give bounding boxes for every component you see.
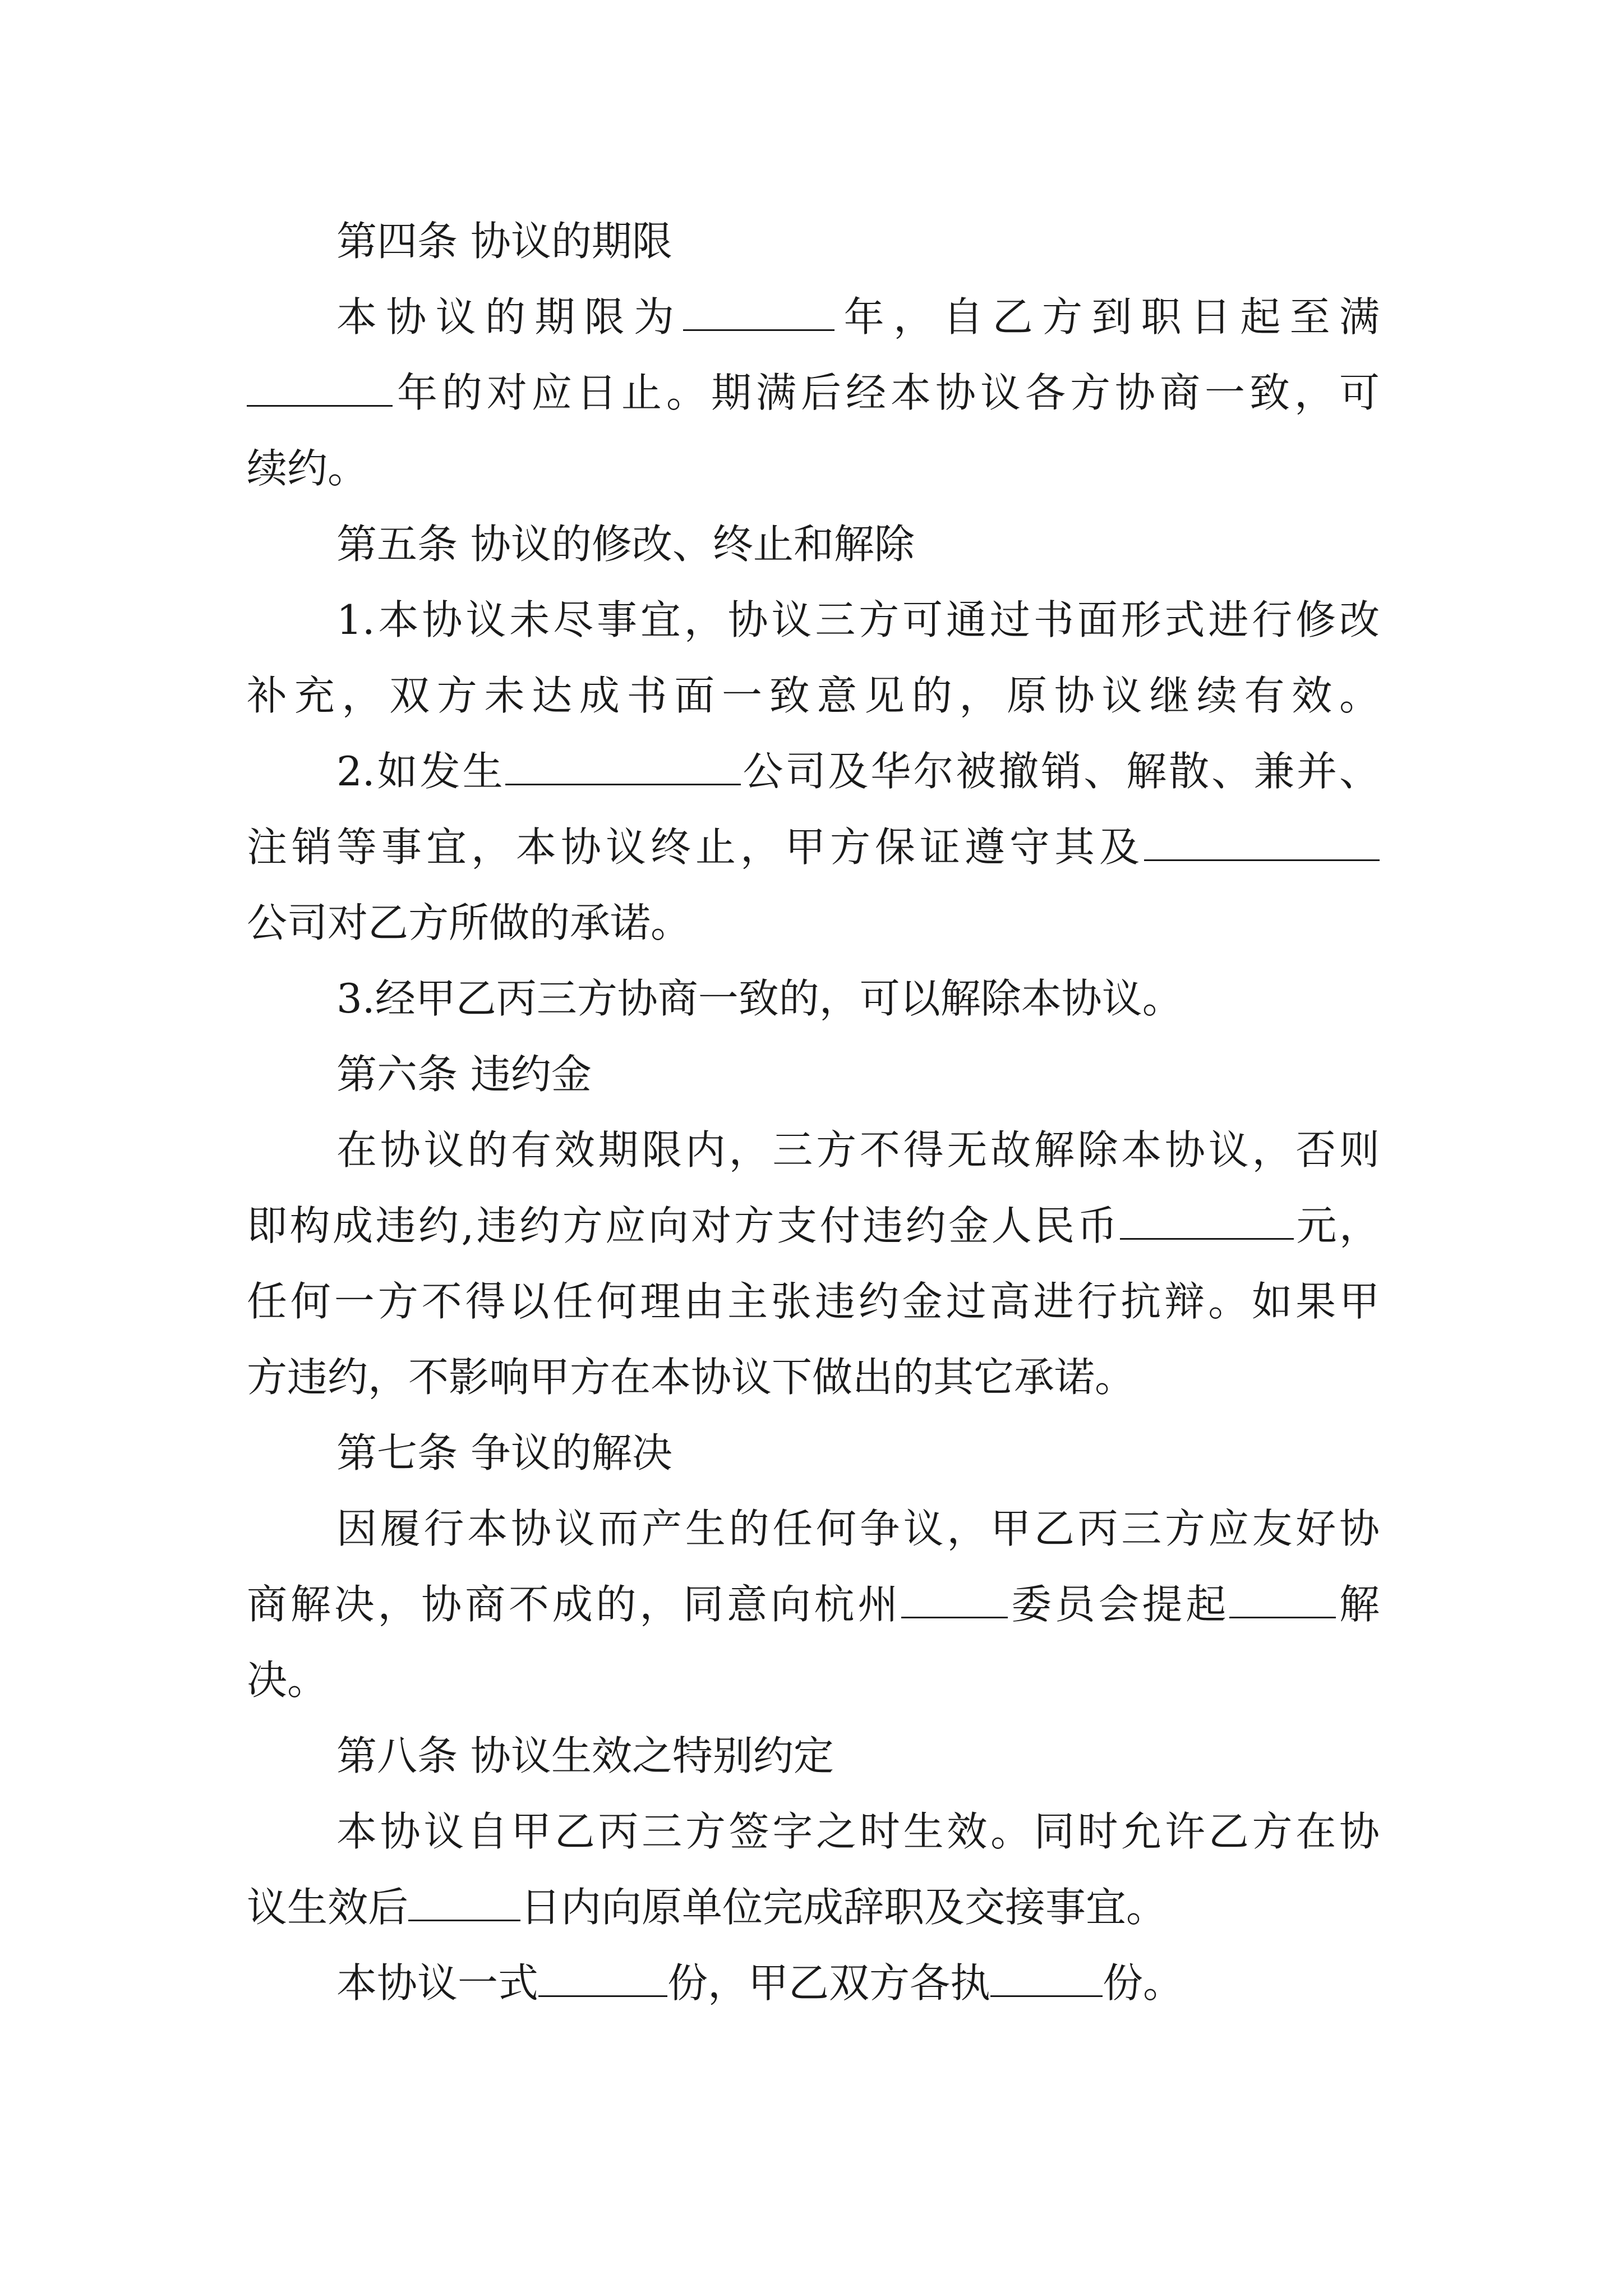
article-6-line-3: 任何一方不得以任何理由主张违约金过高进行抗辩。如果甲 [247, 1278, 1380, 1325]
article-7-line-3: 决。 [247, 1657, 328, 1704]
article-7-line-1: 因履行本协议而产生的任何争议，甲乙丙三方应友好协 [336, 1505, 1380, 1552]
article-5-para-2-line-1: 2.如发生 公司及华尔被撤销、解散、兼并、 [336, 748, 1380, 795]
article-4-line-3: 续约。 [247, 445, 368, 492]
article-6-heading: 第六条 违约金 [336, 1051, 592, 1098]
article-6-line-2: 即构成违约,违约方应向对方支付违约金人民币 元， [247, 1202, 1380, 1249]
article-5-para-1-line-2: 补充，双方未达成书面一致意见的，原协议继续有效。 [247, 672, 1380, 719]
resignation-days-blank [408, 1883, 520, 1921]
article-5-para-1-line-1: 1.本协议未尽事宜，协议三方可通过书面形式进行修改 [336, 596, 1380, 643]
penalty-amount-blank [1120, 1201, 1294, 1240]
term-end-blank [247, 368, 393, 407]
article-4-line-1: 本协议的期限为 年，自乙方到职日起至满 [336, 293, 1380, 341]
article-7-line-2: 商解决，协商不成的，同意向杭州 委员会提起 解 [247, 1581, 1380, 1628]
copies-total-blank [538, 1958, 667, 1997]
article-5-para-2-line-2: 注销等事宜，本协议终止，甲方保证遵守其及 [247, 822, 1380, 872]
article-4-line-2: 年的对应日止。期满后经本协议各方协商一致，可 [247, 367, 1380, 418]
company-name-blank-2 [1144, 822, 1380, 861]
article-6-line-1: 在协议的有效期限内，三方不得无故解除本协议，否则 [336, 1126, 1380, 1174]
company-name-blank-1 [505, 747, 741, 785]
copies-each-blank [990, 1958, 1103, 1997]
article-6-line-4: 方违约，不影响甲方在本协议下做出的其它承诺。 [247, 1354, 1136, 1401]
article-8-line-2: 议生效后 日内向原单位完成辞职及交接事宜。 [247, 1884, 1167, 1931]
arbitration-type-blank [1229, 1580, 1336, 1618]
article-5-heading: 第五条 协议的修改、终止和解除 [336, 521, 915, 568]
arbitration-body-blank [901, 1580, 1008, 1618]
article-8-heading: 第八条 协议生效之特别约定 [336, 1732, 834, 1779]
article-4-heading: 第四条 协议的期限 [336, 218, 672, 265]
article-8-line-3: 本协议一式 份，甲乙双方各执 份。 [336, 1959, 1184, 2007]
article-8-line-1: 本协议自甲乙丙三方签字之时生效。同时允许乙方在协 [336, 1808, 1380, 1855]
article-5-para-2-line-3: 公司对乙方所做的承诺。 [247, 899, 691, 946]
article-5-para-3: 3.经甲乙丙三方协商一致的，可以解除本协议。 [336, 975, 1183, 1022]
article-7-heading: 第七条 争议的解决 [336, 1429, 672, 1476]
term-years-blank [683, 292, 834, 331]
